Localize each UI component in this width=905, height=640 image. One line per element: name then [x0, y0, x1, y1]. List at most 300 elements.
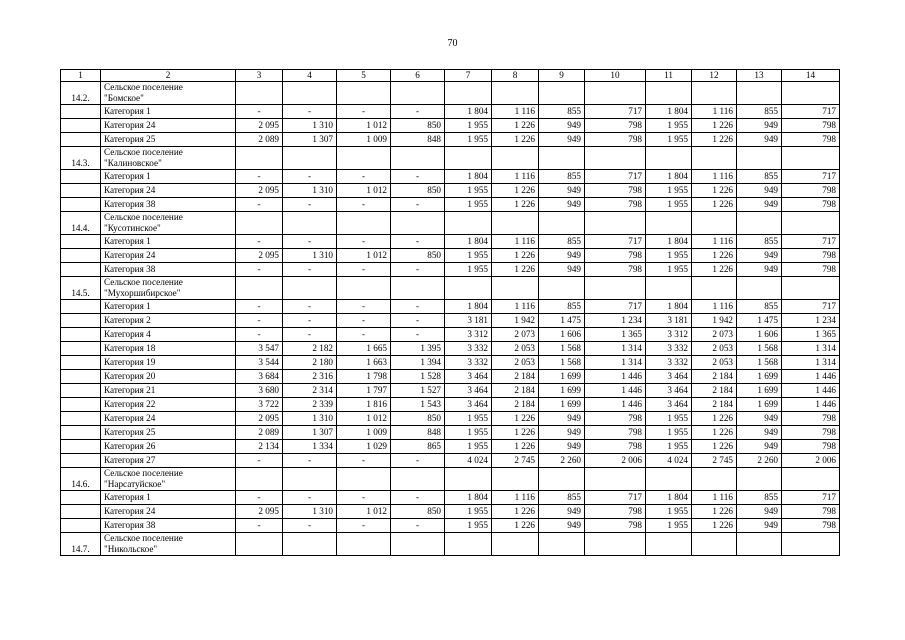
value-cell: 1 955	[445, 249, 492, 263]
empty-cell	[585, 468, 646, 491]
value-cell: -	[236, 235, 283, 249]
empty-cell	[646, 82, 692, 105]
value-cell: 3 332	[646, 356, 692, 370]
table-row	[61, 384, 840, 398]
section-row	[61, 82, 840, 105]
value-cell: 2 089	[236, 426, 283, 440]
value-cell: 949	[539, 505, 585, 519]
value-cell: 1 226	[492, 198, 539, 212]
value-cell: 717	[585, 491, 646, 505]
empty-cell	[737, 82, 782, 105]
value-cell: 1 955	[646, 519, 692, 533]
value-cell: -	[283, 454, 337, 468]
row-number-cell	[61, 384, 101, 398]
empty-cell	[337, 82, 391, 105]
empty-cell	[283, 468, 337, 491]
value-cell: 1 955	[445, 184, 492, 198]
value-cell: 2 053	[492, 356, 539, 370]
value-cell: 2 316	[283, 370, 337, 384]
empty-cell	[539, 533, 585, 556]
section-number: 14.5.	[61, 277, 101, 300]
column-header: 11	[646, 70, 692, 82]
empty-cell	[692, 277, 737, 300]
table-body	[61, 70, 840, 556]
value-cell: -	[391, 454, 445, 468]
value-cell: 1 226	[492, 133, 539, 147]
empty-cell	[337, 212, 391, 235]
value-cell: 1 804	[646, 105, 692, 119]
value-cell: 855	[539, 170, 585, 184]
table-row	[61, 300, 840, 314]
category-name: Категория 4	[101, 328, 236, 342]
value-cell: 1 116	[692, 170, 737, 184]
value-cell: 1 446	[585, 370, 646, 384]
value-cell: 1 804	[646, 491, 692, 505]
row-number-cell	[61, 370, 101, 384]
value-cell: -	[337, 235, 391, 249]
value-cell: 1 475	[737, 314, 782, 328]
value-cell: -	[236, 314, 283, 328]
category-name: Категория 24	[101, 249, 236, 263]
empty-cell	[283, 533, 337, 556]
empty-cell	[337, 147, 391, 170]
row-number-cell	[61, 426, 101, 440]
value-cell: 1 310	[283, 249, 337, 263]
value-cell: 855	[539, 105, 585, 119]
empty-cell	[236, 147, 283, 170]
value-cell: 1 395	[391, 342, 445, 356]
value-cell: -	[283, 328, 337, 342]
value-cell: 717	[585, 170, 646, 184]
value-cell: 1 116	[492, 105, 539, 119]
value-cell: 1 446	[782, 370, 840, 384]
empty-cell	[646, 277, 692, 300]
value-cell: 1 955	[646, 426, 692, 440]
category-name: Категория 25	[101, 133, 236, 147]
value-cell: 3 684	[236, 370, 283, 384]
empty-cell	[539, 82, 585, 105]
empty-cell	[646, 212, 692, 235]
value-cell: 1 955	[646, 263, 692, 277]
empty-cell	[283, 212, 337, 235]
value-cell: 1 226	[692, 426, 737, 440]
value-cell: 1 568	[539, 342, 585, 356]
value-cell: 1 663	[337, 356, 391, 370]
empty-cell	[337, 277, 391, 300]
value-cell: 2 184	[692, 398, 737, 412]
empty-cell	[782, 147, 840, 170]
section-title-line: Сельское поселение	[104, 277, 183, 287]
empty-cell	[692, 468, 737, 491]
value-cell: -	[391, 328, 445, 342]
column-header: 9	[539, 70, 585, 82]
value-cell: 2 182	[283, 342, 337, 356]
value-cell: 949	[539, 133, 585, 147]
category-name: Категория 21	[101, 384, 236, 398]
value-cell: 1 568	[539, 356, 585, 370]
row-number-cell	[61, 519, 101, 533]
empty-cell	[539, 212, 585, 235]
value-cell: -	[391, 263, 445, 277]
section-number: 14.6.	[61, 468, 101, 491]
value-cell: 2 184	[492, 370, 539, 384]
value-cell: 1 226	[492, 249, 539, 263]
value-cell: 717	[585, 235, 646, 249]
value-cell: 1 307	[283, 133, 337, 147]
value-cell: 1 955	[445, 263, 492, 277]
value-cell: 1 116	[692, 235, 737, 249]
value-cell: 949	[737, 198, 782, 212]
empty-cell	[782, 82, 840, 105]
value-cell: 855	[737, 235, 782, 249]
row-number-cell	[61, 235, 101, 249]
value-cell: 1 116	[692, 300, 737, 314]
column-header: 6	[391, 70, 445, 82]
empty-cell	[236, 277, 283, 300]
value-cell: 3 312	[646, 328, 692, 342]
value-cell: 798	[782, 505, 840, 519]
value-cell: -	[337, 519, 391, 533]
row-number-cell	[61, 170, 101, 184]
value-cell: 1 797	[337, 384, 391, 398]
empty-cell	[337, 533, 391, 556]
section-row	[61, 212, 840, 235]
value-cell: 2 073	[692, 328, 737, 342]
value-cell: 855	[539, 491, 585, 505]
value-cell: 798	[585, 198, 646, 212]
value-cell: 1 942	[692, 314, 737, 328]
value-cell: -	[236, 491, 283, 505]
value-cell: 855	[737, 300, 782, 314]
value-cell: 3 680	[236, 384, 283, 398]
value-cell: 1 314	[782, 342, 840, 356]
row-number-cell	[61, 198, 101, 212]
tariff-table	[60, 69, 840, 556]
table-row	[61, 119, 840, 133]
value-cell: 1 012	[337, 249, 391, 263]
value-cell: 717	[585, 300, 646, 314]
section-number: 14.4.	[61, 212, 101, 235]
value-cell: 3 332	[646, 342, 692, 356]
category-name: Категория 38	[101, 263, 236, 277]
value-cell: 850	[391, 412, 445, 426]
empty-cell	[692, 147, 737, 170]
category-name: Категория 27	[101, 454, 236, 468]
empty-cell	[236, 82, 283, 105]
empty-cell	[236, 533, 283, 556]
section-title-line: "Бомское"	[104, 93, 144, 103]
row-number-cell	[61, 412, 101, 426]
value-cell: -	[283, 519, 337, 533]
header-row	[61, 70, 840, 82]
empty-cell	[445, 82, 492, 105]
row-number-cell	[61, 505, 101, 519]
category-name: Категория 1	[101, 235, 236, 249]
section-title-line: "Никольское"	[104, 544, 158, 554]
value-cell: 2 184	[692, 384, 737, 398]
value-cell: 798	[585, 505, 646, 519]
value-cell: 1 314	[585, 356, 646, 370]
value-cell: 3 332	[445, 342, 492, 356]
value-cell: 1 543	[391, 398, 445, 412]
column-header: 10	[585, 70, 646, 82]
empty-cell	[585, 533, 646, 556]
row-number-cell	[61, 184, 101, 198]
row-number-cell	[61, 491, 101, 505]
value-cell: 1 226	[492, 263, 539, 277]
category-name: Категория 25	[101, 426, 236, 440]
section-title-line: Сельское поселение	[104, 468, 183, 478]
value-cell: 1 446	[585, 384, 646, 398]
value-cell: 1 116	[492, 491, 539, 505]
value-cell: 1 365	[585, 328, 646, 342]
value-cell: 949	[737, 440, 782, 454]
empty-cell	[782, 533, 840, 556]
value-cell: -	[337, 170, 391, 184]
value-cell: -	[236, 263, 283, 277]
section-row	[61, 468, 840, 491]
value-cell: 1 955	[646, 119, 692, 133]
value-cell: 949	[737, 519, 782, 533]
value-cell: 1 310	[283, 119, 337, 133]
table-row	[61, 370, 840, 384]
empty-cell	[646, 533, 692, 556]
value-cell: 848	[391, 133, 445, 147]
empty-cell	[283, 82, 337, 105]
value-cell: 1 955	[646, 133, 692, 147]
value-cell: 1 699	[539, 384, 585, 398]
table-row	[61, 356, 840, 370]
empty-cell	[692, 212, 737, 235]
value-cell: 1 226	[692, 133, 737, 147]
value-cell: 949	[737, 505, 782, 519]
value-cell: 2 184	[492, 384, 539, 398]
row-number-cell	[61, 356, 101, 370]
column-header: 1	[61, 70, 101, 82]
empty-cell	[492, 82, 539, 105]
empty-cell	[782, 468, 840, 491]
value-cell: 1 955	[445, 505, 492, 519]
table-row	[61, 133, 840, 147]
value-cell: 1 665	[337, 342, 391, 356]
value-cell: 1 226	[692, 263, 737, 277]
value-cell: 3 547	[236, 342, 283, 356]
value-cell: 1 804	[445, 491, 492, 505]
section-title	[101, 147, 236, 170]
value-cell: 1 012	[337, 412, 391, 426]
value-cell: 1 310	[283, 184, 337, 198]
value-cell: -	[236, 198, 283, 212]
column-header: 2	[101, 70, 236, 82]
category-name: Категория 19	[101, 356, 236, 370]
category-name: Категория 24	[101, 184, 236, 198]
empty-cell	[692, 82, 737, 105]
value-cell: 949	[539, 198, 585, 212]
value-cell: 855	[737, 170, 782, 184]
value-cell: -	[283, 491, 337, 505]
column-header: 4	[283, 70, 337, 82]
value-cell: 1 029	[337, 440, 391, 454]
value-cell: 798	[585, 249, 646, 263]
section-title	[101, 82, 236, 105]
empty-cell	[445, 212, 492, 235]
value-cell: 1 226	[692, 184, 737, 198]
empty-cell	[283, 147, 337, 170]
value-cell: 949	[737, 412, 782, 426]
value-cell: 2 134	[236, 440, 283, 454]
value-cell: 1 804	[445, 105, 492, 119]
empty-cell	[445, 468, 492, 491]
value-cell: -	[236, 300, 283, 314]
value-cell: 855	[737, 491, 782, 505]
column-header: 13	[737, 70, 782, 82]
value-cell: 855	[737, 105, 782, 119]
column-header: 14	[782, 70, 840, 82]
row-number-cell	[61, 342, 101, 356]
value-cell: 717	[782, 491, 840, 505]
table-row	[61, 398, 840, 412]
value-cell: 798	[782, 519, 840, 533]
value-cell: -	[391, 300, 445, 314]
value-cell: 798	[782, 133, 840, 147]
table-row	[61, 328, 840, 342]
value-cell: -	[283, 170, 337, 184]
value-cell: -	[236, 454, 283, 468]
value-cell: 1 226	[492, 505, 539, 519]
category-name: Категория 24	[101, 119, 236, 133]
value-cell: 850	[391, 505, 445, 519]
value-cell: 949	[737, 119, 782, 133]
value-cell: 949	[737, 426, 782, 440]
value-cell: 1 568	[737, 356, 782, 370]
value-cell: 1 955	[445, 119, 492, 133]
section-title-line: "Нарсатуйское"	[104, 479, 166, 489]
section-title-line: "Кусотинское"	[104, 223, 161, 233]
section-row	[61, 533, 840, 556]
category-name: Категория 26	[101, 440, 236, 454]
value-cell: 1 116	[492, 300, 539, 314]
row-number-cell	[61, 398, 101, 412]
value-cell: 1 226	[492, 412, 539, 426]
category-name: Категория 1	[101, 170, 236, 184]
table-row	[61, 105, 840, 119]
section-row	[61, 147, 840, 170]
table-row	[61, 249, 840, 263]
value-cell: 3 464	[445, 398, 492, 412]
value-cell: 2 314	[283, 384, 337, 398]
value-cell: 3 464	[646, 370, 692, 384]
empty-cell	[391, 212, 445, 235]
empty-cell	[283, 277, 337, 300]
empty-cell	[539, 468, 585, 491]
value-cell: -	[391, 491, 445, 505]
section-title	[101, 533, 236, 556]
value-cell: -	[391, 519, 445, 533]
value-cell: 1 804	[445, 235, 492, 249]
category-name: Категория 24	[101, 412, 236, 426]
value-cell: 798	[782, 412, 840, 426]
value-cell: -	[236, 519, 283, 533]
empty-cell	[391, 468, 445, 491]
empty-cell	[337, 468, 391, 491]
value-cell: 798	[782, 249, 840, 263]
category-name: Категория 2	[101, 314, 236, 328]
value-cell: 3 332	[445, 356, 492, 370]
value-cell: 1 226	[492, 519, 539, 533]
value-cell: 798	[782, 119, 840, 133]
value-cell: -	[391, 198, 445, 212]
category-name: Категория 38	[101, 519, 236, 533]
value-cell: 1 226	[692, 440, 737, 454]
row-number-cell	[61, 105, 101, 119]
value-cell: 2 339	[283, 398, 337, 412]
section-title	[101, 277, 236, 300]
column-header: 12	[692, 70, 737, 82]
value-cell: 1 310	[283, 505, 337, 519]
value-cell: 1 955	[445, 412, 492, 426]
value-cell: 1 226	[492, 426, 539, 440]
value-cell: -	[337, 300, 391, 314]
value-cell: 1 955	[445, 133, 492, 147]
value-cell: 1 955	[445, 440, 492, 454]
value-cell: 1 955	[445, 198, 492, 212]
value-cell: 1 012	[337, 184, 391, 198]
value-cell: 798	[585, 133, 646, 147]
value-cell: 1 116	[492, 170, 539, 184]
value-cell: 1 314	[782, 356, 840, 370]
value-cell: 1 955	[646, 440, 692, 454]
value-cell: 1 310	[283, 412, 337, 426]
empty-cell	[737, 147, 782, 170]
empty-cell	[492, 212, 539, 235]
table-row	[61, 519, 840, 533]
value-cell: 1 804	[646, 300, 692, 314]
value-cell: -	[337, 454, 391, 468]
value-cell: 2 053	[692, 342, 737, 356]
value-cell: 1 606	[539, 328, 585, 342]
value-cell: -	[283, 235, 337, 249]
value-cell: 798	[585, 519, 646, 533]
value-cell: 2 089	[236, 133, 283, 147]
table-row	[61, 314, 840, 328]
table-row	[61, 342, 840, 356]
value-cell: 1 699	[737, 370, 782, 384]
value-cell: 1 012	[337, 505, 391, 519]
table-row	[61, 412, 840, 426]
value-cell: 1 226	[692, 119, 737, 133]
value-cell: 1 116	[692, 491, 737, 505]
value-cell: 1 955	[646, 198, 692, 212]
section-number: 14.7.	[61, 533, 101, 556]
value-cell: -	[283, 300, 337, 314]
value-cell: 949	[737, 263, 782, 277]
value-cell: -	[337, 328, 391, 342]
empty-cell	[539, 277, 585, 300]
value-cell: 1 009	[337, 426, 391, 440]
value-cell: 717	[585, 105, 646, 119]
empty-cell	[737, 277, 782, 300]
category-name: Категория 1	[101, 300, 236, 314]
value-cell: 3 181	[445, 314, 492, 328]
value-cell: 717	[782, 300, 840, 314]
value-cell: 1 804	[445, 170, 492, 184]
column-header: 8	[492, 70, 539, 82]
section-title	[101, 212, 236, 235]
value-cell: 2 745	[492, 454, 539, 468]
row-number-cell	[61, 133, 101, 147]
value-cell: 1 226	[692, 412, 737, 426]
table-row	[61, 184, 840, 198]
